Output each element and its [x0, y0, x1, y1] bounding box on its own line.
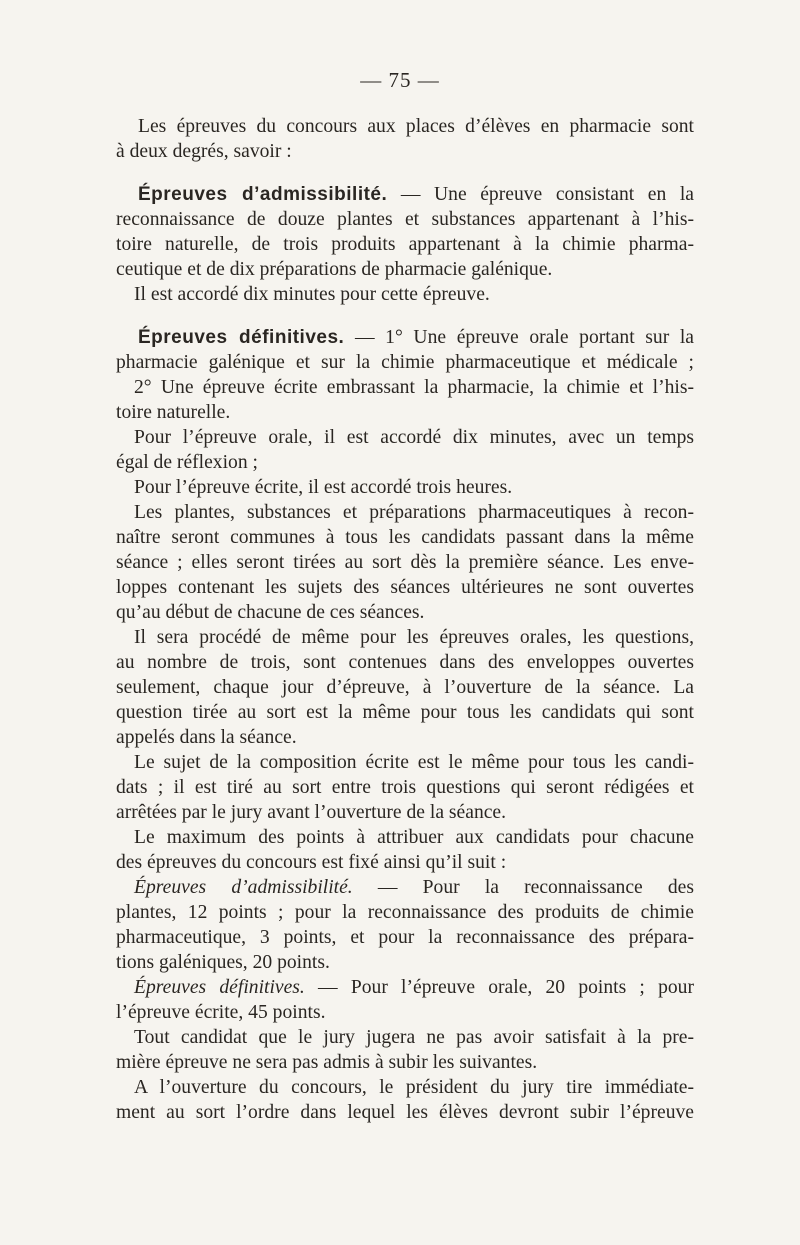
- text-line: Le maximum des points à attribuer aux candidats pour chacune: [134, 827, 694, 848]
- text-line: ment au sort l’ordre dans lequel les élèves devront subir l’épreuve: [116, 1102, 694, 1123]
- text-line: qu’au début de chacune de ces séances.: [116, 602, 425, 623]
- spacer: [116, 164, 694, 182]
- text-line: mière épreuve ne sera pas admis à subir les suivantes.: [116, 1052, 538, 1073]
- text-fragment: — 1° Une épreuve orale portant sur la: [344, 327, 694, 348]
- points-lead-line: [116, 975, 694, 1000]
- points-lead-line: [116, 875, 694, 900]
- text-line: loppes contenant les sujets des séances ultérieures ne sont ouvertes: [116, 577, 694, 598]
- text-line: toire naturelle, de trois produits appartenant à la chimie pharma-: [116, 234, 694, 255]
- text-line: tions galéniques, 20 points.: [116, 952, 330, 973]
- text-line: seulement, chaque jour d’épreuve, à l’ouverture de la séance. La: [116, 677, 694, 698]
- text-line: des épreuves du concours est fixé ainsi qu’il suit :: [116, 852, 507, 873]
- text-line: Il est accordé dix minutes pour cette épreuve.: [134, 284, 490, 305]
- text-line: A l’ouverture du concours, le président du jury tire immédiate-: [134, 1077, 694, 1098]
- text-line: question tirée au sort est la même pour tous les candidats qui sont: [116, 702, 694, 723]
- text-line: pharmacie galénique et sur la chimie pharmaceutique et médicale ;: [116, 352, 694, 373]
- text-line: arrêtées par le jury avant l’ouverture de la séance.: [116, 802, 507, 823]
- section-heading-admissibilite: Épreuves d’admissibilité.: [138, 184, 388, 205]
- text-line: appelés dans la séance.: [116, 727, 297, 748]
- text-line: Le sujet de la composition écrite est le même pour tous les candi-: [134, 752, 694, 773]
- text-line: plantes, 12 points ; pour la reconnaissance des produits de chimie: [116, 902, 694, 923]
- text-line: Pour l’épreuve orale, il est accordé dix minutes, avec un temps: [134, 427, 694, 448]
- points-label-definitives: Épreuves définitives.: [134, 977, 305, 998]
- spacer: [116, 307, 694, 325]
- text-line: naître seront communes à tous les candidats passant dans la même: [116, 527, 694, 548]
- text-line: dats ; il est tiré au sort entre trois questions qui seront rédigées et: [116, 777, 694, 798]
- text-line: à deux degrés, savoir :: [116, 141, 292, 162]
- text-line: au nombre de trois, sont contenues dans des enveloppes ouvertes: [116, 652, 694, 673]
- text-line: Tout candidat que le jury jugera ne pas avoir satisfait à la pre-: [134, 1027, 694, 1048]
- text-line: Pour l’épreuve écrite, il est accordé trois heures.: [134, 477, 513, 498]
- section-lead-line: [116, 325, 694, 350]
- text-fragment: — Une épreuve consistant en la: [387, 184, 694, 205]
- text-line: séance ; elles seront tirées au sort dès la première séance. Les enve-: [116, 552, 694, 573]
- text-fragment: — Pour l’épreuve orale, 20 points ; pour: [304, 977, 694, 998]
- text-fragment: — Pour la reconnaissance des: [352, 877, 694, 898]
- text-line: Il sera procédé de même pour les épreuves orales, les questions,: [134, 627, 694, 648]
- text-line: Les plantes, substances et préparations pharmaceutiques à recon-: [134, 502, 694, 523]
- section-heading-definitives: Épreuves définitives.: [138, 327, 345, 348]
- text-line: toire naturelle.: [116, 402, 231, 423]
- text-line: l’épreuve écrite, 45 points.: [116, 1002, 326, 1023]
- text-line: égal de réflexion ;: [116, 452, 258, 473]
- text-line: 2° Une épreuve écrite embrassant la pharmacie, la chimie et l’his-: [134, 377, 694, 398]
- page-number: — 75 —: [360, 68, 440, 92]
- body-text: [116, 114, 694, 1125]
- section-lead-line: [116, 182, 694, 207]
- text-line: ceutique et de dix préparations de pharmacie galénique.: [116, 259, 553, 280]
- text-line: Les épreuves du concours aux places d’élèves en pharmacie sont: [138, 116, 694, 137]
- points-label-admissibilite: Épreuves d’admissibilité.: [134, 877, 353, 898]
- text-line: reconnaissance de douze plantes et substances appartenant à l’his-: [116, 209, 694, 230]
- text-line: pharmaceutique, 3 points, et pour la reconnaissance des prépara-: [116, 927, 694, 948]
